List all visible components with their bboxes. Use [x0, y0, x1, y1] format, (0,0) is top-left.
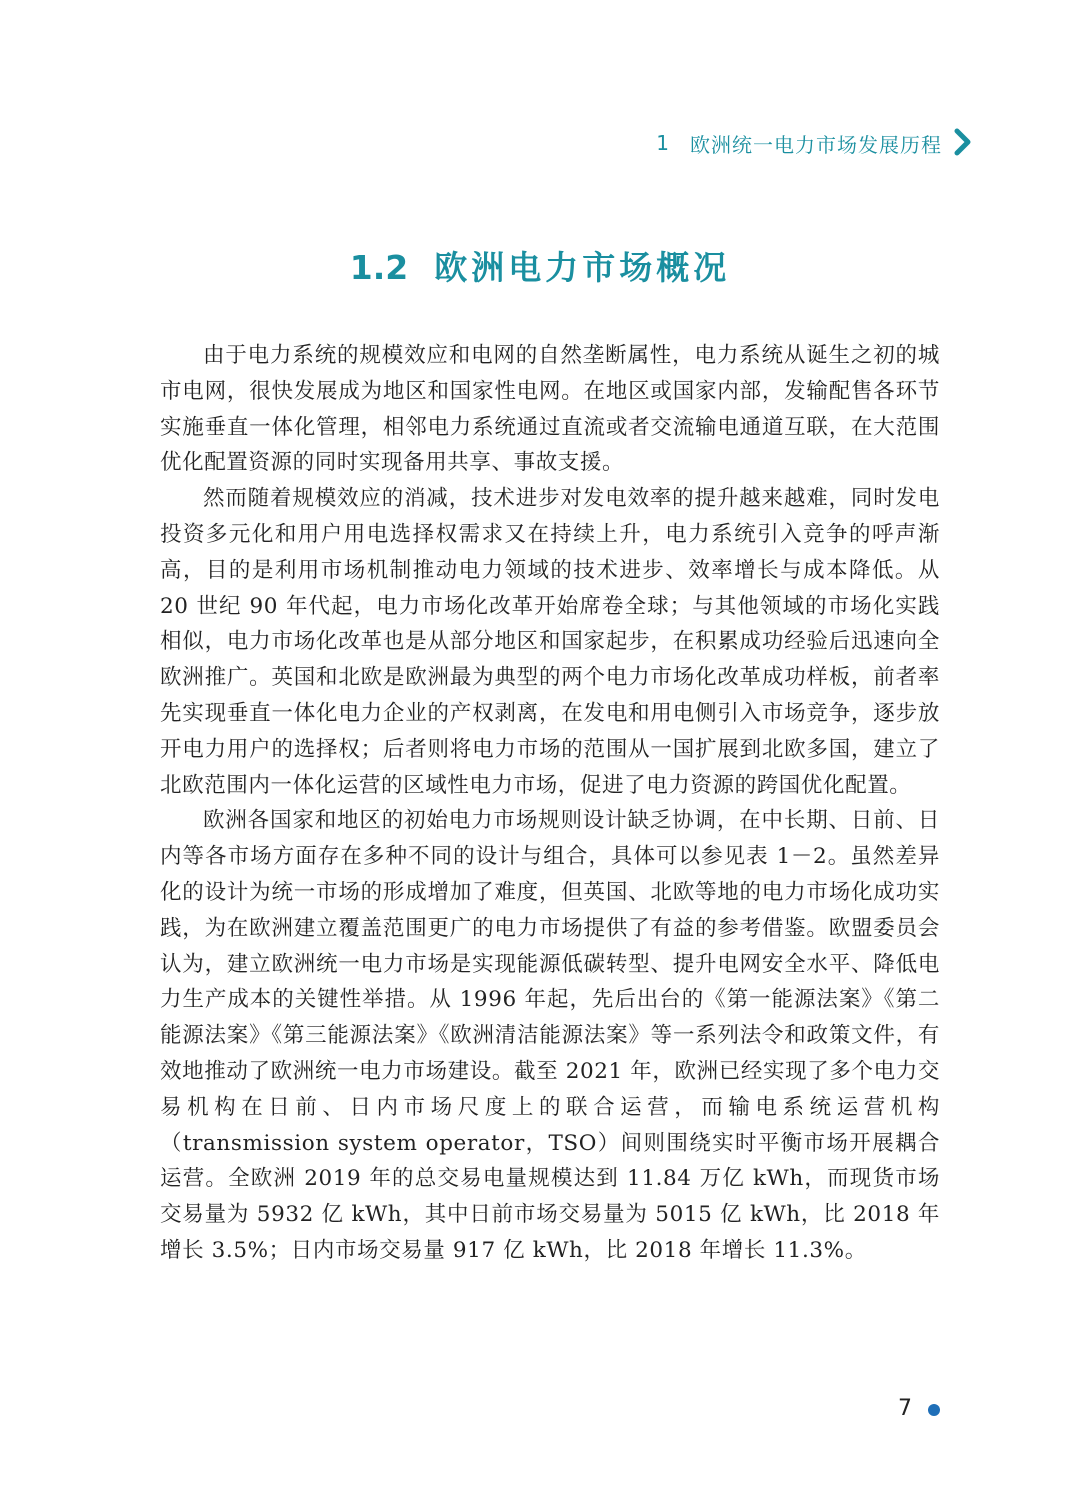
running-header	[656, 126, 970, 160]
section-number: 1.2	[349, 248, 409, 287]
paragraph: 欧洲各国家和地区的初始电力市场规则设计缺乏协调，在中长期、日前、日内等各市场方面存在多种不同的设计与组合，具体可以参见表 1－2。虽然差异化的设计为统一市场的形成增加了难度，但英国、北欧等地的电力市场化成功实践，为在欧洲建立覆盖范围更广的电力市场提供了有益的参考借鉴。欧盟委员会认为，建立欧洲统一电力市场是实现能源低碳转型、提升电网安全水平、降低电力生产成本的关键性举措。从 1996 年起，先后出台的《第一能源法案》《第二能源法案》《第三能源法案》《欧洲清洁能源法案》等一系列法令和政策文件，有效地推动了欧洲统一电力市场建设。截至 2021 年，欧洲已经实现了多个电力交易机构在日前、日内市场尺度上的联合运营，而输电系统运营机构（transmission system operator，TSO）间则围绕实时平衡市场开展耦合运营。全欧洲 2019 年的总交易电量规模达到 11.84 万亿 kWh，而现货市场交易量为 5932 亿 kWh，其中日前市场交易量为 5015 亿 kWh，比 2018 年增长 3.5%；日内市场交易量 917 亿 kWh，比 2018 年增长 11.3%。	[160, 808, 940, 1263]
chapter-number: 1	[656, 131, 670, 155]
page-dot-icon	[928, 1404, 940, 1416]
paragraph: 然而随着规模效应的消减，技术进步对发电效率的提升越来越难，同时发电投资多元化和用户用电选择权需求又在持续上升，电力系统引入竞争的呼声渐高，目的是利用市场机制推动电力领域的技术进步、效率增长与成本降低。从 20 世纪 90 年代起，电力市场化改革开始席卷全球；与其他领域的市场化实践相似，电力市场化改革也是从部分地区和国家起步，在积累成功经验后迅速向全欧洲推广。英国和北欧是欧洲最为典型的两个电力市场化改革成功样板，前者率先实现垂直一体化电力企业的产权剥离，在发电和用电侧引入市场竞争，逐步放开电力用户的选择权；后者则将电力市场的范围从一国扩展到北欧多国，建立了北欧范围内一体化运营的区域性电力市场，促进了电力资源的跨国优化配置。	[160, 486, 940, 798]
section-title	[0, 242, 1080, 289]
page-number: 7	[898, 1396, 912, 1421]
chapter-title: 欧洲统一电力市场发展历程	[690, 132, 942, 157]
section-title-text: 欧洲电力市场概况	[434, 248, 731, 287]
body-text	[160, 338, 940, 1269]
chevron-right-icon	[954, 128, 972, 156]
paragraph: 由于电力系统的规模效应和电网的自然垄断属性，电力系统从诞生之初的城市电网，很快发展成为地区和国家性电网。在地区或国家内部，发输配售各环节实施垂直一体化管理，相邻电力系统通过直流或者交流输电通道互联，在大范围优化配置资源的同时实现备用共享、事故支援。	[160, 343, 940, 476]
